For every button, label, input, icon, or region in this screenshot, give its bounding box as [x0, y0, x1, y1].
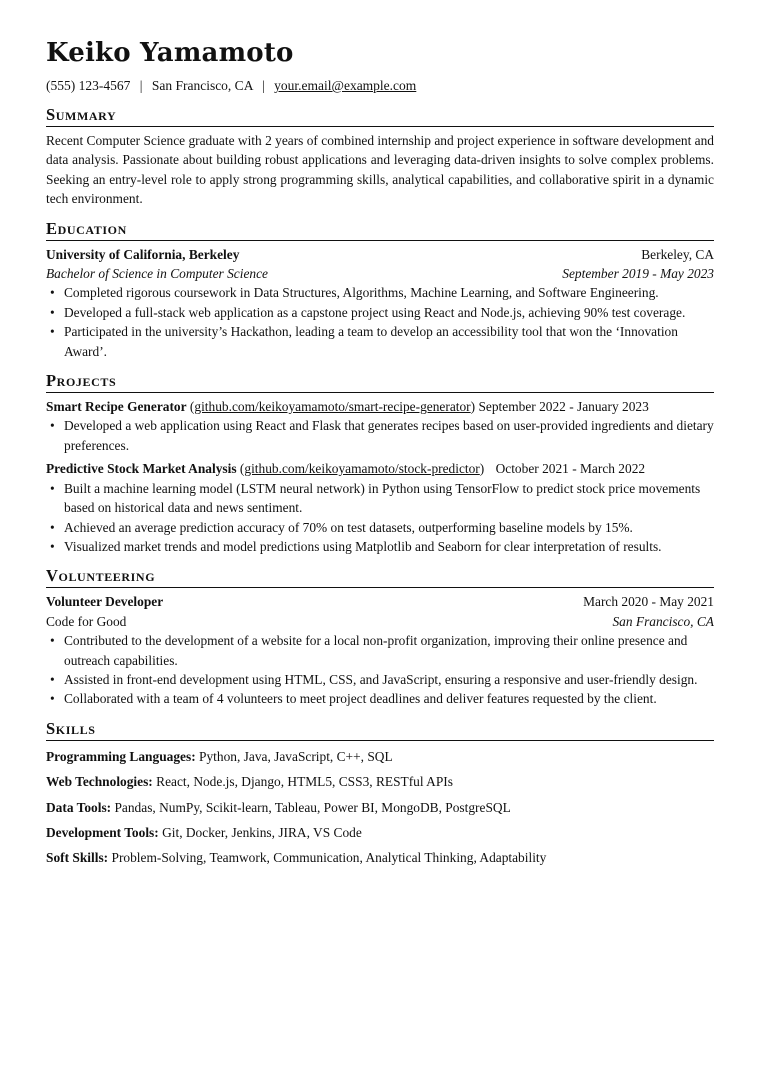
volunteer-dates: March 2020 - May 2021 [583, 594, 714, 610]
degree: Bachelor of Science in Computer Science [46, 266, 268, 282]
project-dates: October 2021 - March 2022 [495, 461, 646, 477]
project-name: Predictive Stock Market Analysis [46, 461, 237, 477]
list-item: • Developed a web application using React and Flask that generates recipes based on user-provided ingredients and dietary preferences. [64, 416, 714, 455]
list-item: • Assisted in front-end development using HTML, CSS, and JavaScript, ensuring a responsive and user-friendly design. [64, 670, 714, 689]
project-link[interactable]: github.com/keikoyamamoto/stock-predictor [244, 461, 480, 477]
section-title-projects: Projects [46, 371, 714, 393]
project-bullets [46, 479, 714, 557]
list-item: • Achieved an average prediction accuracy of 70% on test datasets, outperforming baseline models by 15%. [64, 518, 714, 537]
section-title-volunteering: Volunteering [46, 566, 714, 588]
skill-label: Data Tools: [46, 799, 112, 815]
skill-row [46, 848, 714, 867]
skill-row [46, 747, 714, 766]
resume-page [46, 36, 714, 868]
skill-value: React, Node.js, Django, HTML5, CSS3, RESTful APIs [156, 774, 453, 790]
school-location: Berkeley, CA [641, 246, 714, 262]
skill-value: Problem-Solving, Teamwork, Communication, Analytical Thinking, Adaptability [111, 850, 547, 866]
skill-value: Python, Java, JavaScript, C++, SQL [199, 748, 393, 764]
volunteer-location: San Francisco, CA [612, 613, 714, 629]
project-entry: Smart Recipe Generator (github.com/keikoyamamoto/smart-recipe-generator) September 2022 - January 2023 • Developed a web application using React and Flask that generates recipes based on user-provided ingredients and dietary preferences. [46, 397, 714, 455]
candidate-name: Keiko Yamamoto [46, 38, 294, 68]
list-item: • Collaborated with a team of 4 volunteers to meet project deadlines and deliver features requested by the client. [64, 689, 714, 708]
project-entry: Predictive Stock Market Analysis (github.com/keikoyamamoto/stock-predictor) October 2021 - March 2022 • Built a machine learning model (LSTM neural network) in Python using TensorFlow to predict stock price movements based on historical data and news sentiment. • Achieved an average prediction accuracy of 70% on test datasets, outperforming baseline models by 15%. • Visualized market trends and model predictions using Matplotlib and Seaborn for clear interpretation of results. [46, 459, 714, 556]
education-bullets [46, 283, 714, 361]
list-item: • Contributed to the development of a website for a local non-profit organization, improving their online presence and outreach capabilities. [64, 631, 714, 670]
volunteering-entry [46, 592, 714, 708]
section-title-skills: Skills [46, 719, 714, 741]
location: San Francisco, CA [151, 78, 253, 93]
volunteer-org: Code for Good [46, 613, 127, 629]
project-name: Smart Recipe Generator [46, 399, 187, 415]
skill-value: Git, Docker, Jenkins, JIRA, VS Code [162, 824, 362, 840]
skill-row [46, 772, 714, 791]
list-item: • Completed rigorous coursework in Data Structures, Algorithms, Machine Learning, and Software Engineering. [64, 283, 714, 302]
skill-row [46, 798, 714, 817]
skill-label: Web Technologies: [46, 774, 153, 790]
volunteer-role: Volunteer Developer [46, 594, 164, 610]
summary-text: Recent Computer Science graduate with 2 years of combined internship and project experience in software development and data analysis. Passionate about building robust applications and leveraging data-driven insights to solve complex problems. Seeking an entry-level role to apply strong programming skills, analytical capabilities, and collaborative spirit in a dynamic tech environment. [46, 133, 714, 207]
school-name: University of California, Berkeley [46, 246, 240, 262]
skills-list [46, 747, 714, 868]
contact-separator: | [262, 78, 265, 93]
list-item: • Visualized market trends and model predictions using Matplotlib and Seaborn for clear interpretation of results. [64, 537, 714, 556]
project-bullets [46, 416, 714, 455]
list-item: • Built a machine learning model (LSTM neural network) in Python using TensorFlow to predict stock price movements based on historical data and news sentiment. [64, 479, 714, 518]
education-dates: September 2019 - May 2023 [562, 266, 714, 282]
project-link[interactable]: github.com/keikoyamamoto/smart-recipe-generator [194, 399, 471, 415]
skill-row [46, 823, 714, 842]
skill-value: Pandas, NumPy, Scikit-learn, Tableau, Power BI, MongoDB, PostgreSQL [114, 799, 511, 815]
skill-label: Soft Skills: [46, 850, 109, 866]
section-title-education: Education [46, 219, 714, 241]
education-entry [46, 245, 714, 361]
skill-label: Programming Languages: [46, 748, 196, 764]
phone-number: (555) 123-4567 [46, 78, 131, 93]
list-item: • Participated in the university’s Hackathon, leading a team to develop an accessibility tool that won the ‘Innovation Award’. [64, 322, 714, 361]
section-title-summary: Summary [46, 105, 714, 127]
list-item: • Developed a full-stack web application as a capstone project using React and Node.js, achieving 90% test coverage. [64, 303, 714, 322]
email-link[interactable]: your.email@example.com [274, 78, 417, 93]
contact-separator: | [139, 78, 143, 93]
volunteer-bullets [46, 631, 714, 709]
contact-line [46, 77, 714, 95]
project-dates: September 2022 - January 2023 [478, 399, 649, 415]
skill-label: Development Tools: [46, 824, 159, 840]
